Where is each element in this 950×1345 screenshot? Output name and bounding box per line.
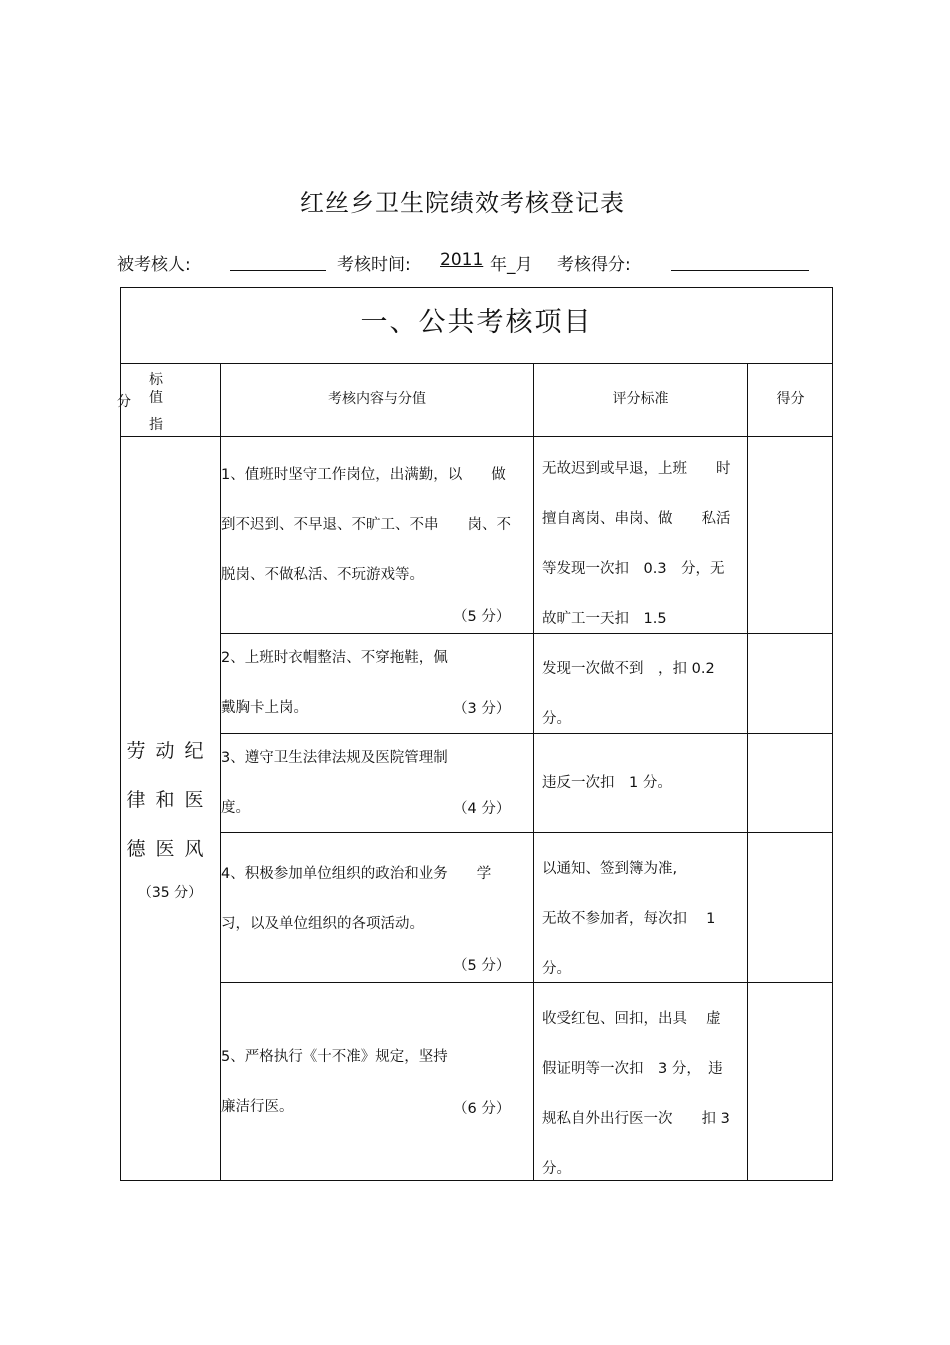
content-line: 习，以及单位组织的各项活动。 <box>221 916 424 932</box>
content-line: 脱岗、不做私活、不玩游戏等。 <box>221 567 424 583</box>
content-line: 到不迟到、不早退、不旷工、不串 岗、不 <box>221 517 511 533</box>
row-4-score-cell[interactable] <box>748 833 832 982</box>
row-1-points: （5 分） <box>453 609 511 625</box>
row-5-points: （6 分） <box>453 1101 511 1117</box>
column-divider <box>533 363 534 1181</box>
row-3-points: （4 分） <box>453 801 511 817</box>
criteria-line: 违反一次扣 1 分。 <box>542 775 672 791</box>
row-2-criteria <box>542 644 738 744</box>
criteria-line: 无故迟到或早退，上班 时 <box>542 461 731 477</box>
criteria-line: 分。 <box>542 1161 571 1177</box>
content-line: 1、值班时坚守工作岗位，出满勤，以 做 <box>221 467 506 483</box>
category-line: 德医风 <box>126 838 214 860</box>
row-3-criteria <box>542 758 738 808</box>
header-col1-char: 指 <box>149 417 163 433</box>
score-label: 考核得分: <box>557 255 631 275</box>
row-1-criteria <box>542 444 738 644</box>
year-suffix: 年_月 <box>490 255 533 275</box>
row-4-criteria <box>542 844 738 994</box>
criteria-line: 无故不参加者，每次扣 1 <box>542 911 716 927</box>
header-col1-prefix: 分 <box>117 394 131 410</box>
criteria-line: 假证明等一次扣 3 分， 违 <box>542 1061 723 1077</box>
header-col1-char: 标 <box>149 372 163 388</box>
criteria-line: 分。 <box>542 961 571 977</box>
section-title: 一、公共考核项目 <box>360 307 593 338</box>
content-line: 5、严格执行《十不准》规定，坚持 <box>221 1049 448 1065</box>
criteria-line: 规私自外出行医一次 扣 3 <box>542 1111 730 1127</box>
header-score: 得分 <box>776 391 805 407</box>
section-divider <box>120 363 833 364</box>
row-3-score-cell[interactable] <box>748 734 832 832</box>
content-line: 戴胸卡上岗。 <box>221 700 308 716</box>
row-divider <box>220 982 833 983</box>
row-1-content <box>221 450 529 600</box>
row-1-score-cell[interactable] <box>748 437 832 633</box>
header-content: 考核内容与分值 <box>328 391 426 407</box>
criteria-line: 收受红包、回扣，出具 虚 <box>542 1011 721 1027</box>
criteria-line: 擅自离岗、串岗、做 私活 <box>542 511 731 527</box>
row-5-criteria <box>542 994 738 1194</box>
criteria-line: 以通知、签到簿为准, <box>542 861 678 877</box>
category-line: 律和医 <box>126 789 214 811</box>
header-criteria: 评分标准 <box>612 391 669 407</box>
examinee-blank[interactable] <box>230 270 326 271</box>
row-4-points: （5 分） <box>453 958 511 974</box>
content-line: 4、积极参加单位组织的政治和业务 学 <box>221 866 492 882</box>
row-2-score-cell[interactable] <box>748 634 832 733</box>
content-line: 3、遵守卫生法律法规及医院管理制 <box>221 750 448 766</box>
row-4-content <box>221 849 529 949</box>
header-col1-char: 值 <box>149 390 163 406</box>
category-line: 劳动纪 <box>126 740 214 762</box>
score-blank[interactable] <box>671 270 809 271</box>
category-score: （35 分） <box>137 885 203 901</box>
content-line: 2、上班时衣帽整洁、不穿拖鞋，佩 <box>221 650 448 666</box>
criteria-line: 故旷工一天扣 1.5 <box>542 611 667 627</box>
examinee-label: 被考核人: <box>117 255 191 275</box>
row-2-content <box>221 633 529 733</box>
header-divider <box>120 436 833 437</box>
content-line: 度。 <box>221 800 250 816</box>
document-title: 红丝乡卫生院绩效考核登记表 <box>300 189 625 217</box>
row-5-score-cell[interactable] <box>748 983 832 1180</box>
criteria-line: 发现一次做不到 ，扣 0.2 <box>542 661 715 677</box>
row-3-content <box>221 733 529 833</box>
row-2-points: （3 分） <box>453 701 511 717</box>
criteria-line: 分。 <box>542 711 571 727</box>
time-label: 考核时间: <box>337 255 411 275</box>
content-line: 廉洁行医。 <box>221 1099 294 1115</box>
year-value: 2011 <box>440 250 484 270</box>
criteria-line: 等发现一次扣 0.3 分，无 <box>542 561 725 577</box>
